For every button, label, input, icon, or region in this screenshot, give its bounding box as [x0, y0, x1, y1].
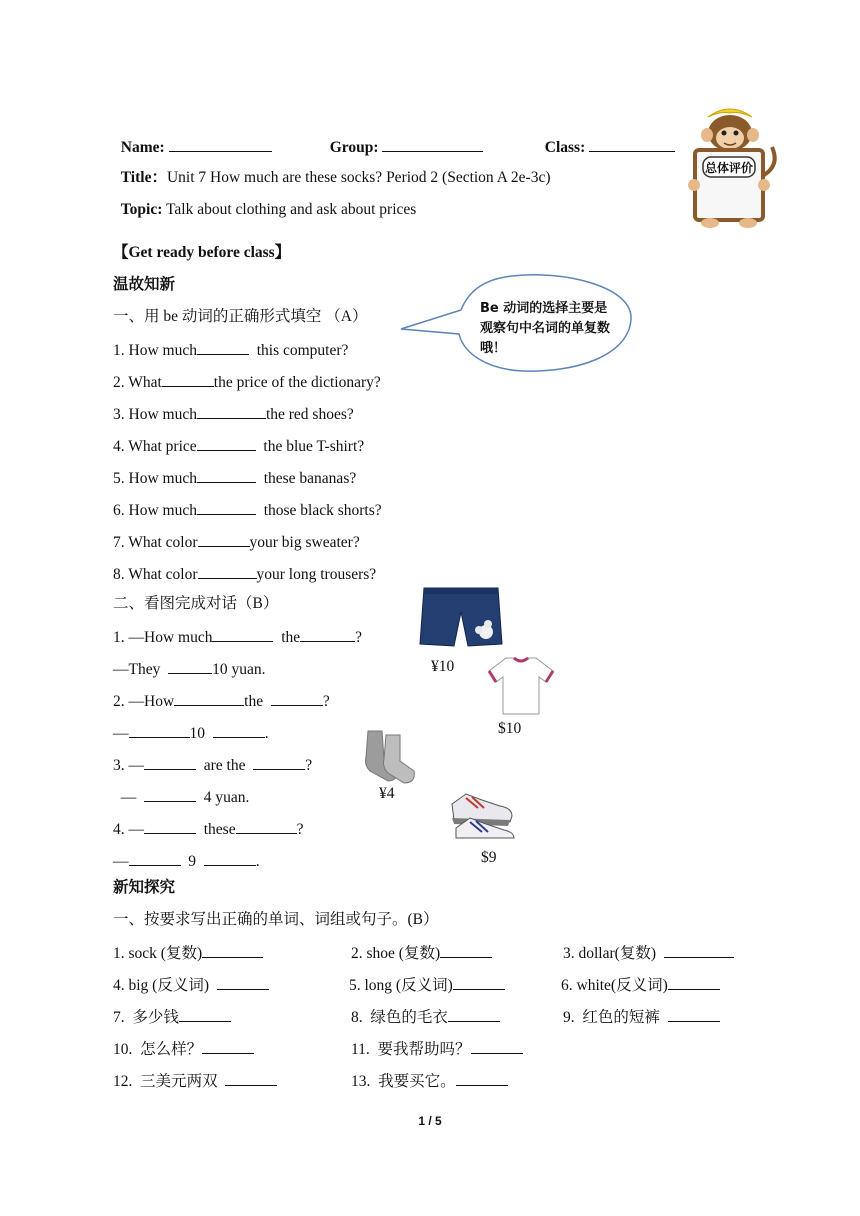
- socks-picture: [360, 727, 420, 787]
- blank[interactable]: [217, 974, 269, 990]
- blank[interactable]: [456, 1070, 508, 1086]
- page-number: 1 / 5: [418, 1114, 442, 1128]
- price-socks: ¥4: [379, 785, 395, 802]
- word-item-12: 12. 三美元两双: [113, 1070, 277, 1092]
- word-item-6: 6. white(反义词): [561, 974, 720, 996]
- bubble-hint: Be 动词的选择主要是观察句中名词的单复数哦！: [480, 301, 610, 355]
- fill-item-7: 7. What color your big sweater?: [113, 531, 360, 553]
- dialog-4-question: 4. — these ?: [113, 818, 304, 840]
- topic-label: Topic:: [120, 201, 163, 218]
- blank[interactable]: [197, 435, 256, 451]
- blank[interactable]: [179, 1006, 231, 1022]
- fill-item-4: 4. What price the blue T-shirt?: [113, 435, 364, 457]
- dialog-3-question: 3. — are the ?: [113, 754, 312, 776]
- blank[interactable]: [440, 942, 492, 958]
- blank[interactable]: [197, 467, 256, 483]
- blank[interactable]: [236, 818, 297, 834]
- blank[interactable]: [197, 339, 249, 355]
- fill-item-5: 5. How much these bananas?: [113, 467, 356, 489]
- dialog-2-answer: — 10 .: [113, 722, 269, 744]
- dialog-3-answer: — 4 yuan.: [113, 786, 249, 808]
- word-item-11: 11. 要我帮助吗？: [351, 1038, 523, 1060]
- name-label: Name:: [120, 139, 165, 156]
- word-item-8: 8. 绿色的毛衣: [351, 1006, 500, 1028]
- dialog-4-answer: — 9 .: [113, 850, 260, 872]
- blank[interactable]: [129, 722, 190, 738]
- new-heading: 新知探究: [113, 879, 176, 896]
- tshirt-picture: [486, 655, 556, 717]
- blank[interactable]: [144, 754, 196, 770]
- fill-item-8: 8. What color your long trousers?: [113, 563, 376, 585]
- blank[interactable]: [212, 626, 273, 642]
- dialog-1-question: 1. —How much the ?: [113, 626, 362, 648]
- blank[interactable]: [202, 1038, 254, 1054]
- blank[interactable]: [668, 974, 720, 990]
- title-text: Unit 7 How much are these socks? Period 2 (Section A 2e-3c): [166, 169, 551, 186]
- word-item-1: 1. sock (复数): [113, 942, 263, 964]
- part2-title: 二、看图完成对话（B）: [113, 595, 279, 612]
- blank[interactable]: [204, 850, 256, 866]
- blank[interactable]: [664, 942, 734, 958]
- word-item-4: 4. big (反义词): [113, 974, 269, 996]
- fill-item-1: 1. How much this computer?: [113, 339, 348, 361]
- blank[interactable]: [448, 1006, 500, 1022]
- class-blank[interactable]: [589, 136, 675, 152]
- blank[interactable]: [471, 1038, 523, 1054]
- blank[interactable]: [213, 722, 265, 738]
- word-item-5: 5. long (反义词): [349, 974, 505, 996]
- review-heading: 温故知新: [113, 276, 176, 293]
- topic-text: Talk about clothing and ask about prices: [166, 201, 417, 218]
- word-item-2: 2. shoe (复数): [351, 942, 492, 964]
- fill-item-3: 3. How much the red shoes?: [113, 403, 354, 425]
- blank[interactable]: [453, 974, 505, 990]
- dialog-2-question: 2. —How the ?: [113, 690, 330, 712]
- blank[interactable]: [197, 499, 256, 515]
- fill-item-6: 6. How much those black shorts?: [113, 499, 382, 521]
- price-tshirt: $10: [498, 720, 522, 737]
- fill-item-2: 2. What the price of the dictionary?: [113, 371, 381, 393]
- blank[interactable]: [168, 658, 212, 674]
- word-item-7: 7. 多少钱: [113, 1006, 231, 1028]
- sneakers-picture: [448, 784, 518, 840]
- price-shorts: ¥10: [431, 658, 455, 675]
- badge-label: 总体评价: [704, 161, 753, 175]
- section-title-get-ready: 【Get ready before class】: [113, 244, 291, 261]
- word-item-9: 9. 红色的短裤: [563, 1006, 720, 1028]
- blank[interactable]: [198, 531, 250, 547]
- blank[interactable]: [198, 563, 257, 579]
- dialog-1-answer: —They 10 yuan.: [113, 658, 266, 680]
- price-sneakers: $9: [481, 849, 497, 866]
- blank[interactable]: [225, 1070, 277, 1086]
- class-label: Class:: [544, 139, 586, 156]
- blank[interactable]: [144, 818, 196, 834]
- blank[interactable]: [668, 1006, 720, 1022]
- group-label: Group:: [329, 139, 379, 156]
- blank[interactable]: [197, 403, 266, 419]
- blank[interactable]: [174, 690, 244, 706]
- blank[interactable]: [271, 690, 323, 706]
- blank[interactable]: [300, 626, 355, 642]
- part1-title: 一、用 be 动词的正确形式填空 （A）: [113, 308, 368, 325]
- blank[interactable]: [202, 942, 263, 958]
- word-item-3: 3. dollar(复数): [563, 942, 734, 964]
- new-part1-title: 一、按要求写出正确的单词、词组或句子。(B）: [113, 911, 439, 928]
- blank[interactable]: [144, 786, 196, 802]
- shorts-picture: [418, 586, 504, 648]
- word-item-13: 13. 我要买它。: [351, 1070, 508, 1092]
- topic-line: [113, 180, 416, 220]
- title-label: Title：: [120, 169, 167, 186]
- class-field: [537, 116, 675, 158]
- blank[interactable]: [129, 850, 181, 866]
- word-item-10: 10. 怎么样？: [113, 1038, 254, 1060]
- blank[interactable]: [162, 371, 214, 387]
- blank[interactable]: [253, 754, 305, 770]
